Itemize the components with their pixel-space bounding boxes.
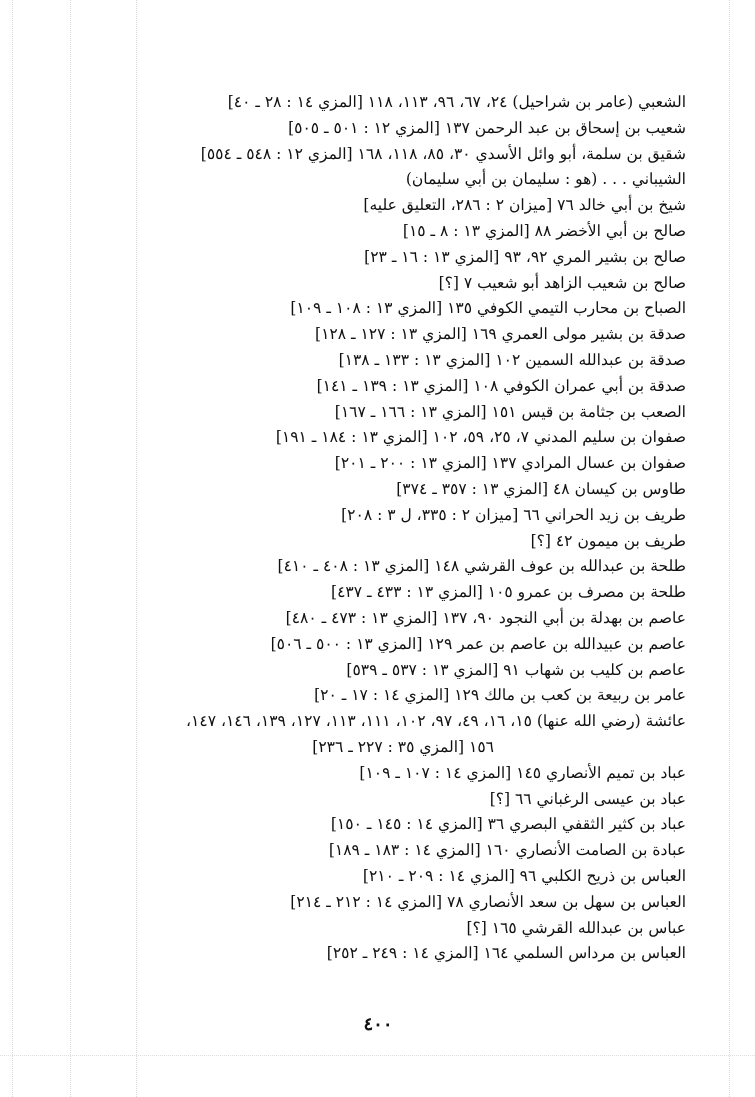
index-entry: عاصم بن بهدلة بن أبي النجود ٩٠، ١٣٧ [المزي ١٣ : ٤٧٣ ـ ٤٨٠] bbox=[285, 608, 686, 627]
index-entry: العباس بن ذريح الكلبي ٩٦ [المزي ١٤ : ٢٠٩ ـ ٢١٠] bbox=[362, 866, 686, 885]
index-entry: الصباح بن محارب التيمي الكوفي ١٣٥ [المزي ١٣ : ١٠٨ ـ ١٠٩] bbox=[290, 299, 686, 318]
index-entry: العباس بن سهل بن سعد الأنصاري ٧٨ [المزي ١٤ : ٢١٢ ـ ٢١٤] bbox=[290, 892, 686, 911]
index-entry: شيخ بن أبي خالد ٧٦ [ميزان ٢ : ٢٨٦، التعليق عليه] bbox=[363, 196, 686, 215]
footer-guide-line bbox=[0, 1055, 755, 1056]
index-entry: عامر بن ربيعة بن كعب بن مالك ١٢٩ [المزي ١٤ : ١٧ ـ ٢٠] bbox=[314, 686, 686, 705]
index-entry: شعيب بن إسحاق بن عبد الرحمن ١٣٧ [المزي ١٢ : ٥٠١ ـ ٥٠٥] bbox=[288, 118, 686, 137]
index-entry: عباد بن تميم الأنصاري ١٤٥ [المزي ١٤ : ١٠٧ ـ ١٠٩] bbox=[359, 763, 686, 782]
page-number: ٤٠٠ bbox=[363, 1014, 393, 1035]
index-entry: صدقة بن عبدالله السمين ١٠٢ [المزي ١٣ : ١٣٣ ـ ١٣٨] bbox=[338, 350, 686, 369]
index-entry: العباس بن مرداس السلمي ١٦٤ [المزي ١٤ : ٢٤٩ ـ ٢٥٢] bbox=[326, 944, 686, 963]
index-entry: عاصم بن كليب بن شهاب ٩١ [المزي ١٣ : ٥٣٧ ـ ٥٣٩] bbox=[346, 660, 686, 679]
index-entry: طاوس بن كيسان ٤٨ [المزي ١٣ : ٣٥٧ ـ ٣٧٤] bbox=[396, 479, 686, 498]
index-entry: الشيباني . . . (هو : سليمان بن أبي سليمان) bbox=[405, 170, 686, 189]
index-entry: عباد بن كثير الثقفي البصري ٣٦ [المزي ١٤ : ١٤٥ ـ ١٥٠] bbox=[330, 815, 686, 834]
index-entry: صالح بن أبي الأخضر ٨٨ [المزي ١٣ : ٨ ـ ١٥] bbox=[402, 221, 686, 240]
index-entry-continuation: ١٥٦ [المزي ٣٥ : ٢٢٧ ـ ٢٣٦] bbox=[312, 737, 494, 756]
index-entry: صالح بن شعيب الزاهد أبو شعيب ٧ [؟] bbox=[438, 273, 686, 292]
index-entry: عباس بن عبدالله القرشي ١٦٥ [؟] bbox=[466, 918, 686, 937]
index-list bbox=[26, 90, 686, 967]
index-entry: طريف بن زيد الحراني ٦٦ [ميزان ٢ : ٣٣٥، ل ٣ : ٢٠٨] bbox=[341, 505, 686, 524]
index-entry: صدقة بن بشير مولى العمري ١٦٩ [المزي ١٣ : ١٢٧ ـ ١٢٨] bbox=[315, 325, 686, 344]
index-entry: طريف بن ميمون ٤٢ [؟] bbox=[530, 531, 686, 550]
index-entry: عبادة بن الصامت الأنصاري ١٦٠ [المزي ١٤ : ١٨٣ ـ ١٨٩] bbox=[328, 841, 686, 860]
index-entry: عائشة (رضي الله عنها) ١٥، ١٦، ٤٩، ٩٧، ١٠٢، ١١١، ١١٣، ١٢٧، ١٣٩، ١٤٦، ١٤٧، bbox=[186, 712, 686, 731]
index-entry: صالح بن بشير المري ٩٢، ٩٣ [المزي ١٣ : ١٦ ـ ٢٣] bbox=[364, 247, 686, 266]
index-entry: صفوان بن عسال المرادي ١٣٧ [المزي ١٣ : ٢٠٠ ـ ٢٠١] bbox=[334, 454, 686, 473]
index-entry: طلحة بن مصرف بن عمرو ١٠٥ [المزي ١٣ : ٤٣٣ ـ ٤٣٧] bbox=[331, 583, 686, 602]
index-entry: عاصم بن عبيدالله بن عاصم بن عمر ١٢٩ [المزي ١٣ : ٥٠٠ ـ ٥٠٦] bbox=[270, 634, 686, 653]
margin-guide-line bbox=[12, 0, 13, 1097]
index-entry: صفوان بن سليم المدني ٧، ٢٥، ٥٩، ١٠٢ [المزي ١٣ : ١٨٤ ـ ١٩١] bbox=[275, 428, 686, 447]
index-entry: صدقة بن أبي عمران الكوفي ١٠٨ [المزي ١٣ : ١٣٩ ـ ١٤١] bbox=[316, 376, 686, 395]
index-entry: طلحة بن عبدالله بن عوف القرشي ١٤٨ [المزي ١٣ : ٤٠٨ ـ ٤١٠] bbox=[277, 557, 686, 576]
margin-guide-line bbox=[729, 0, 730, 1097]
index-entry: الصعب بن جثامة بن قيس ١٥١ [المزي ١٣ : ١٦٦ ـ ١٦٧] bbox=[334, 402, 686, 421]
index-entry: عباد بن عيسى الرغباني ٦٦ [؟] bbox=[489, 789, 686, 808]
index-entry: الشعبي (عامر بن شراحيل) ٢٤، ٦٧، ٩٦، ١١٣، ١١٨ [المزي ١٤ : ٢٨ ـ ٤٠] bbox=[227, 93, 686, 111]
index-entry: شقيق بن سلمة، أبو وائل الأسدي ٣٠، ٨٥، ١١٨، ١٦٨ [المزي ١٢ : ٥٤٨ ـ ٥٥٤] bbox=[200, 144, 686, 163]
